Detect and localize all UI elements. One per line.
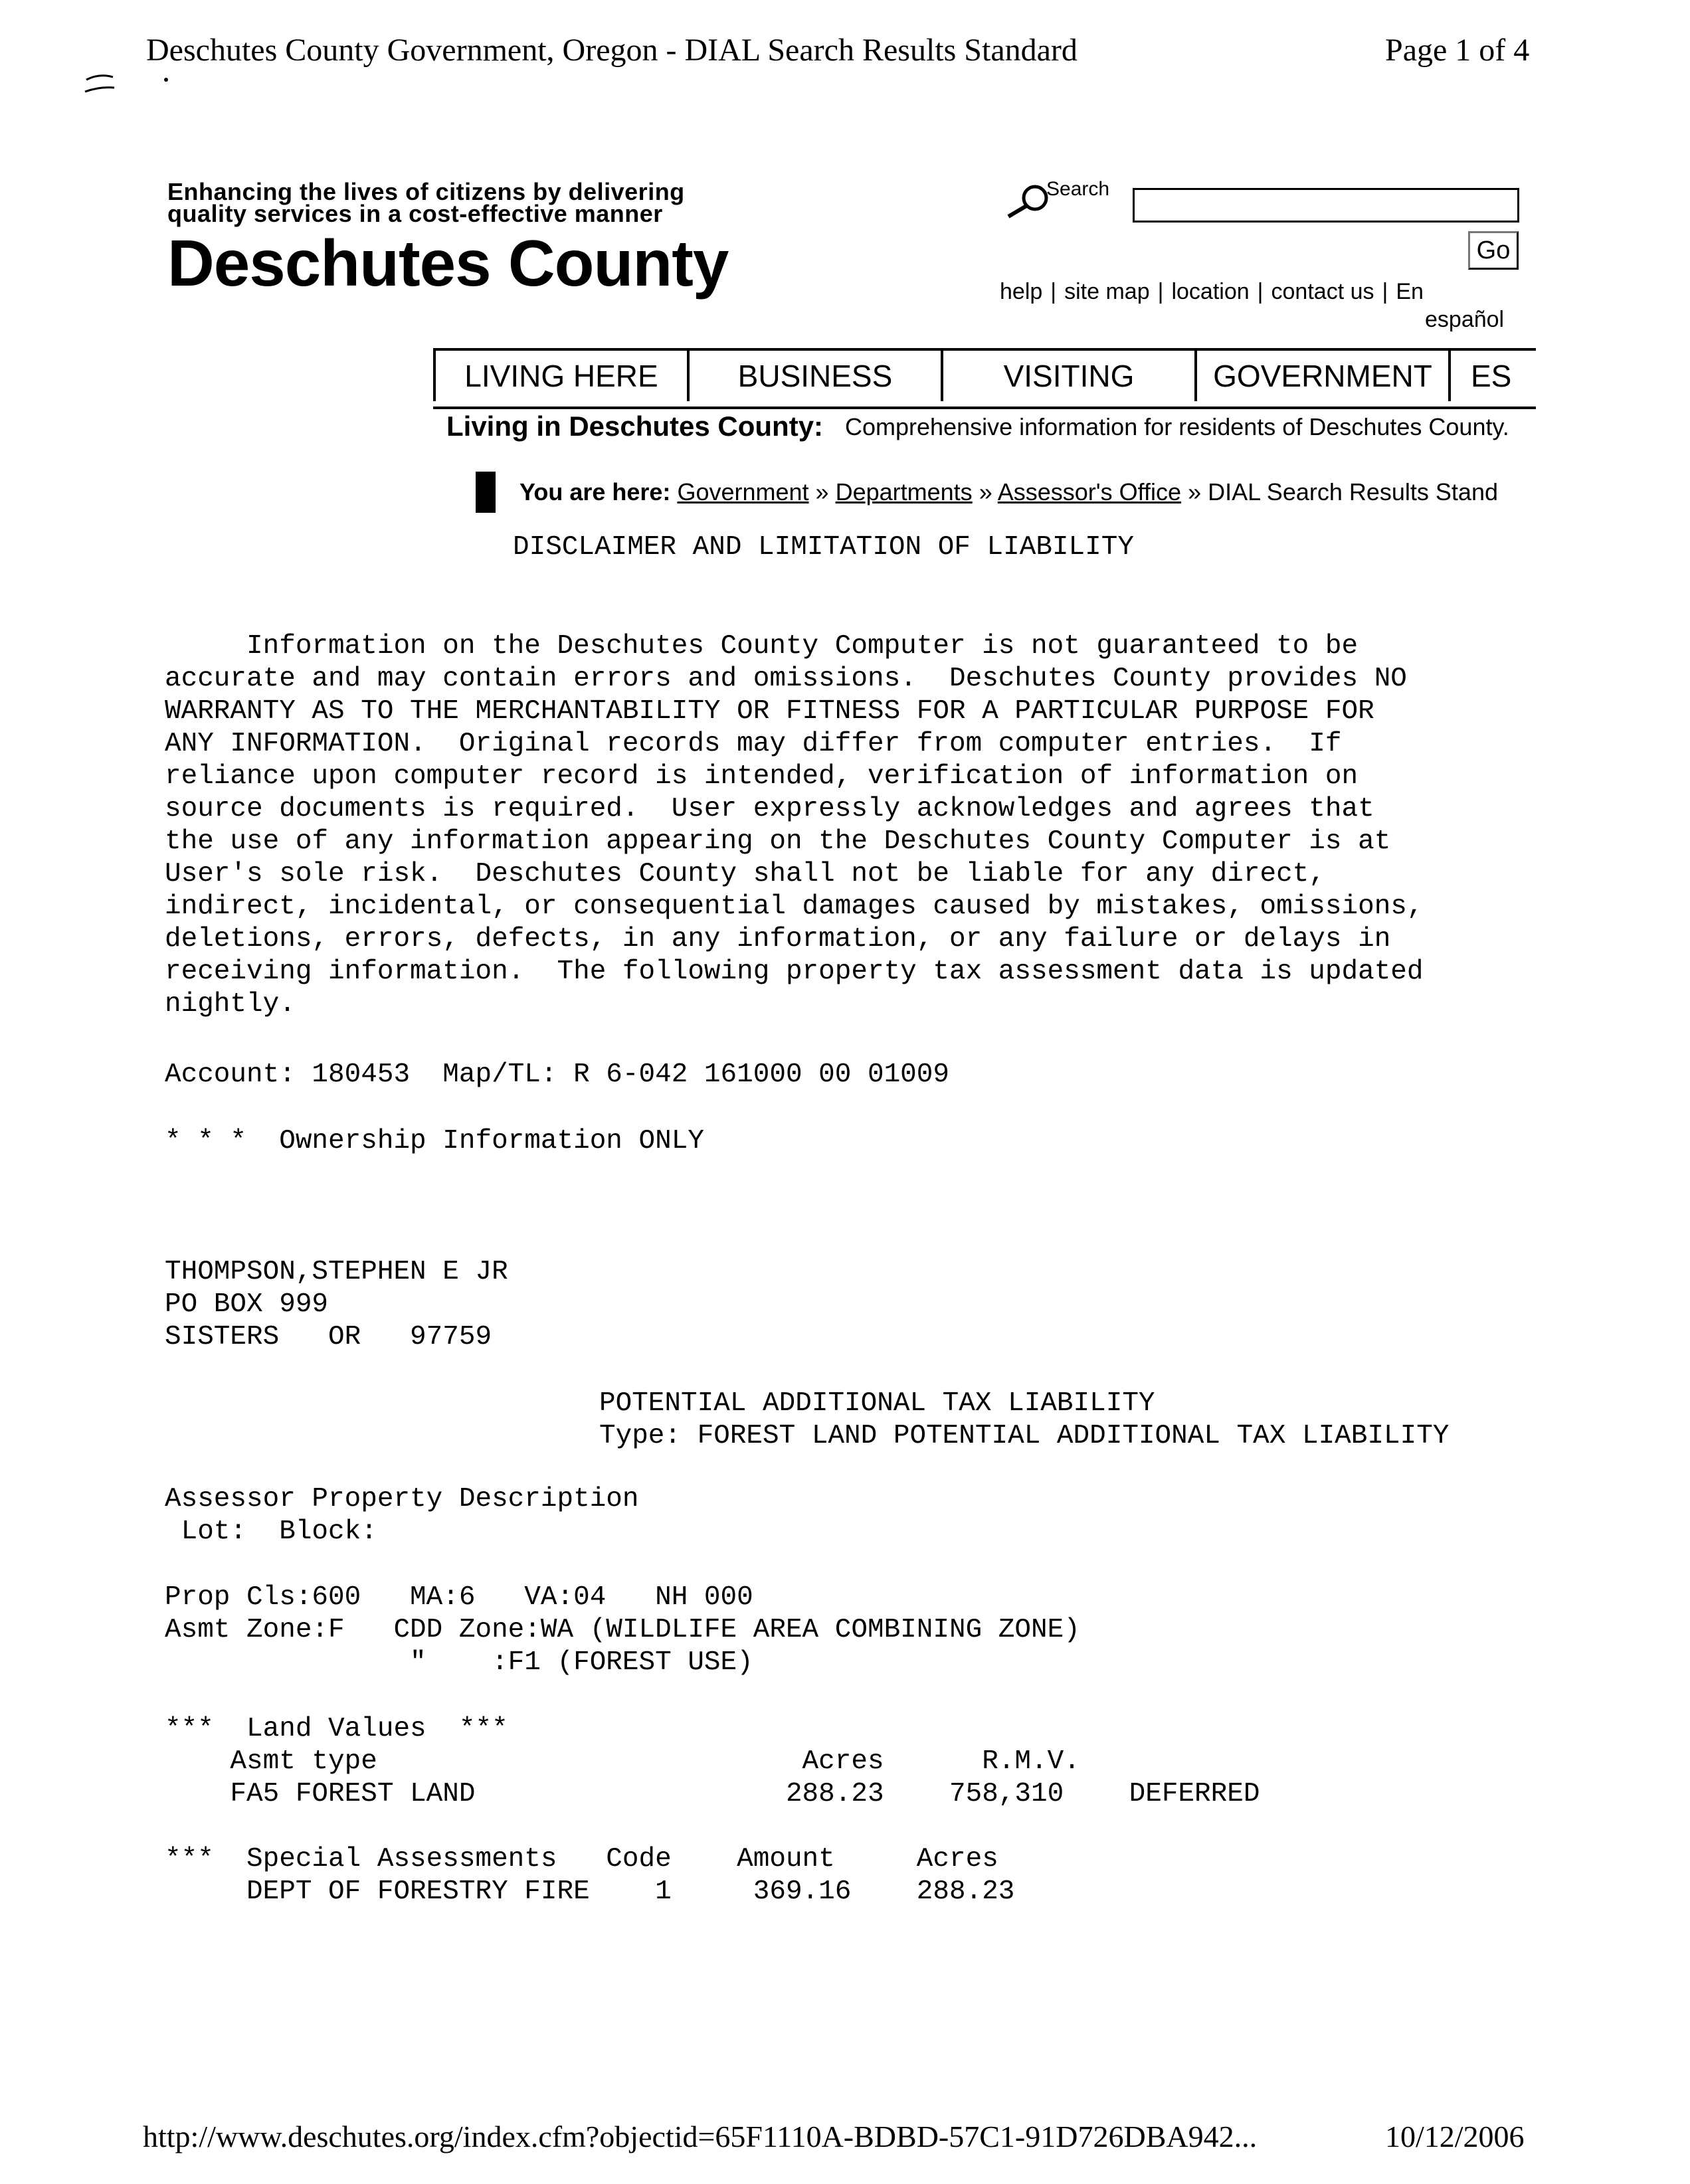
section-description: Comprehensive information for residents of Deschutes County. [845, 413, 1509, 440]
breadcrumb-assessors-office[interactable]: Assessor's Office [997, 478, 1182, 505]
utility-links: help | site map | location | contact us | En [1000, 279, 1424, 304]
property-description: Assessor Property Description Lot: Block: [165, 1484, 639, 1547]
property-class: Prop Cls:600 MA:6 VA:04 NH 000 Asmt Zone:F CDD Zone:WA (WILDLIFE AREA COMBINING ZONE) " :F1 (FOREST USE) [165, 1582, 1080, 1678]
contact-us-link[interactable]: contact us [1271, 279, 1374, 304]
land-values: *** Land Values *** Asmt type Acres R.M.V. FA5 FOREST LAND 288.23 758,310 DEFERRED [165, 1714, 1260, 1809]
site-logo-text[interactable]: Deschutes County [167, 227, 729, 300]
location-link[interactable]: location [1171, 279, 1250, 304]
breadcrumb-marker [476, 472, 496, 513]
special-assessments: *** Special Assessments Code Amount Acres DEPT OF FORESTRY FIRE 1 369.16 288.23 [165, 1844, 1015, 1907]
breadcrumb-departments[interactable]: Departments [835, 478, 973, 505]
english-link[interactable]: En [1396, 279, 1424, 304]
main-nav [433, 348, 1536, 409]
print-header-title: Deschutes County Government, Oregon - DIAL Search Results Standard [146, 33, 1078, 68]
magnifier-icon [998, 171, 1050, 227]
breadcrumb: You are here: Government » Departments » Assessor's Office » DIAL Search Results Stand [519, 478, 1498, 505]
account-line: Account: 180453 Map/TL: R 6-042 161000 00 01009 [165, 1059, 949, 1090]
breadcrumb-current: DIAL Search Results Stand [1208, 478, 1498, 505]
tab-government[interactable]: GOVERNMENT [1194, 351, 1448, 401]
owner-address: THOMPSON,STEPHEN E JR PO BOX 999 SISTERS OR 97759 [165, 1257, 508, 1352]
help-link[interactable]: help [1000, 279, 1043, 304]
site-tagline: Enhancing the lives of citizens by delivering quality services in a cost-effective manner [167, 178, 685, 227]
handwritten-mark [80, 53, 173, 133]
disclaimer-text: Information on the Deschutes County Computer is not guaranteed to be accurate and may contain errors and omissions. Deschutes County provides NO WARRANTY AS TO THE MERCHANTABILITY OR FITNESS FOR A PARTICULAR PURPOSE FOR ANY INFORMATION. Original records may differ from computer entries. If reliance upon computer record is intended, verification of information on source documents is required. User expressly acknowledges and agrees that the use of any information appearing on the Deschutes County Computer is at User's sole risk. Deschutes County shall not be liable for any direct, indirect, incidental, or consequential damages caused by mistakes, omissions, deletions, errors, defects, in any information, or any failure or delays in receiving information. The following property tax assessment data is updated nightly. [165, 631, 1424, 1020]
search-input[interactable] [1133, 188, 1519, 223]
tab-visiting[interactable]: VISITING [941, 351, 1194, 401]
disclaimer-heading: DISCLAIMER AND LIMITATION OF LIABILITY [513, 532, 1134, 563]
print-header-page: Page 1 of 4 [1385, 33, 1530, 68]
tab-espanol[interactable]: ES [1448, 351, 1528, 401]
print-footer-url: http://www.deschutes.org/index.cfm?objectid=65F1110A-BDBD-57C1-91D726DBA942... [143, 2120, 1258, 2153]
ownership-line: * * * Ownership Information ONLY [165, 1126, 704, 1156]
go-button[interactable]: Go [1468, 231, 1519, 270]
site-map-link[interactable]: site map [1064, 279, 1150, 304]
tax-liability: POTENTIAL ADDITIONAL TAX LIABILITY Type: FOREST LAND POTENTIAL ADDITIONAL TAX LIABILITY [599, 1388, 1450, 1451]
tab-business[interactable]: BUSINESS [687, 351, 941, 401]
espanol-link[interactable]: español [1425, 307, 1505, 332]
breadcrumb-government[interactable]: Government [677, 478, 809, 505]
search-label: Search [1046, 178, 1110, 200]
print-footer-date: 10/12/2006 [1385, 2120, 1525, 2153]
tab-living-here[interactable]: LIVING HERE [433, 351, 687, 401]
section-title: Living in Deschutes County: [446, 410, 824, 442]
